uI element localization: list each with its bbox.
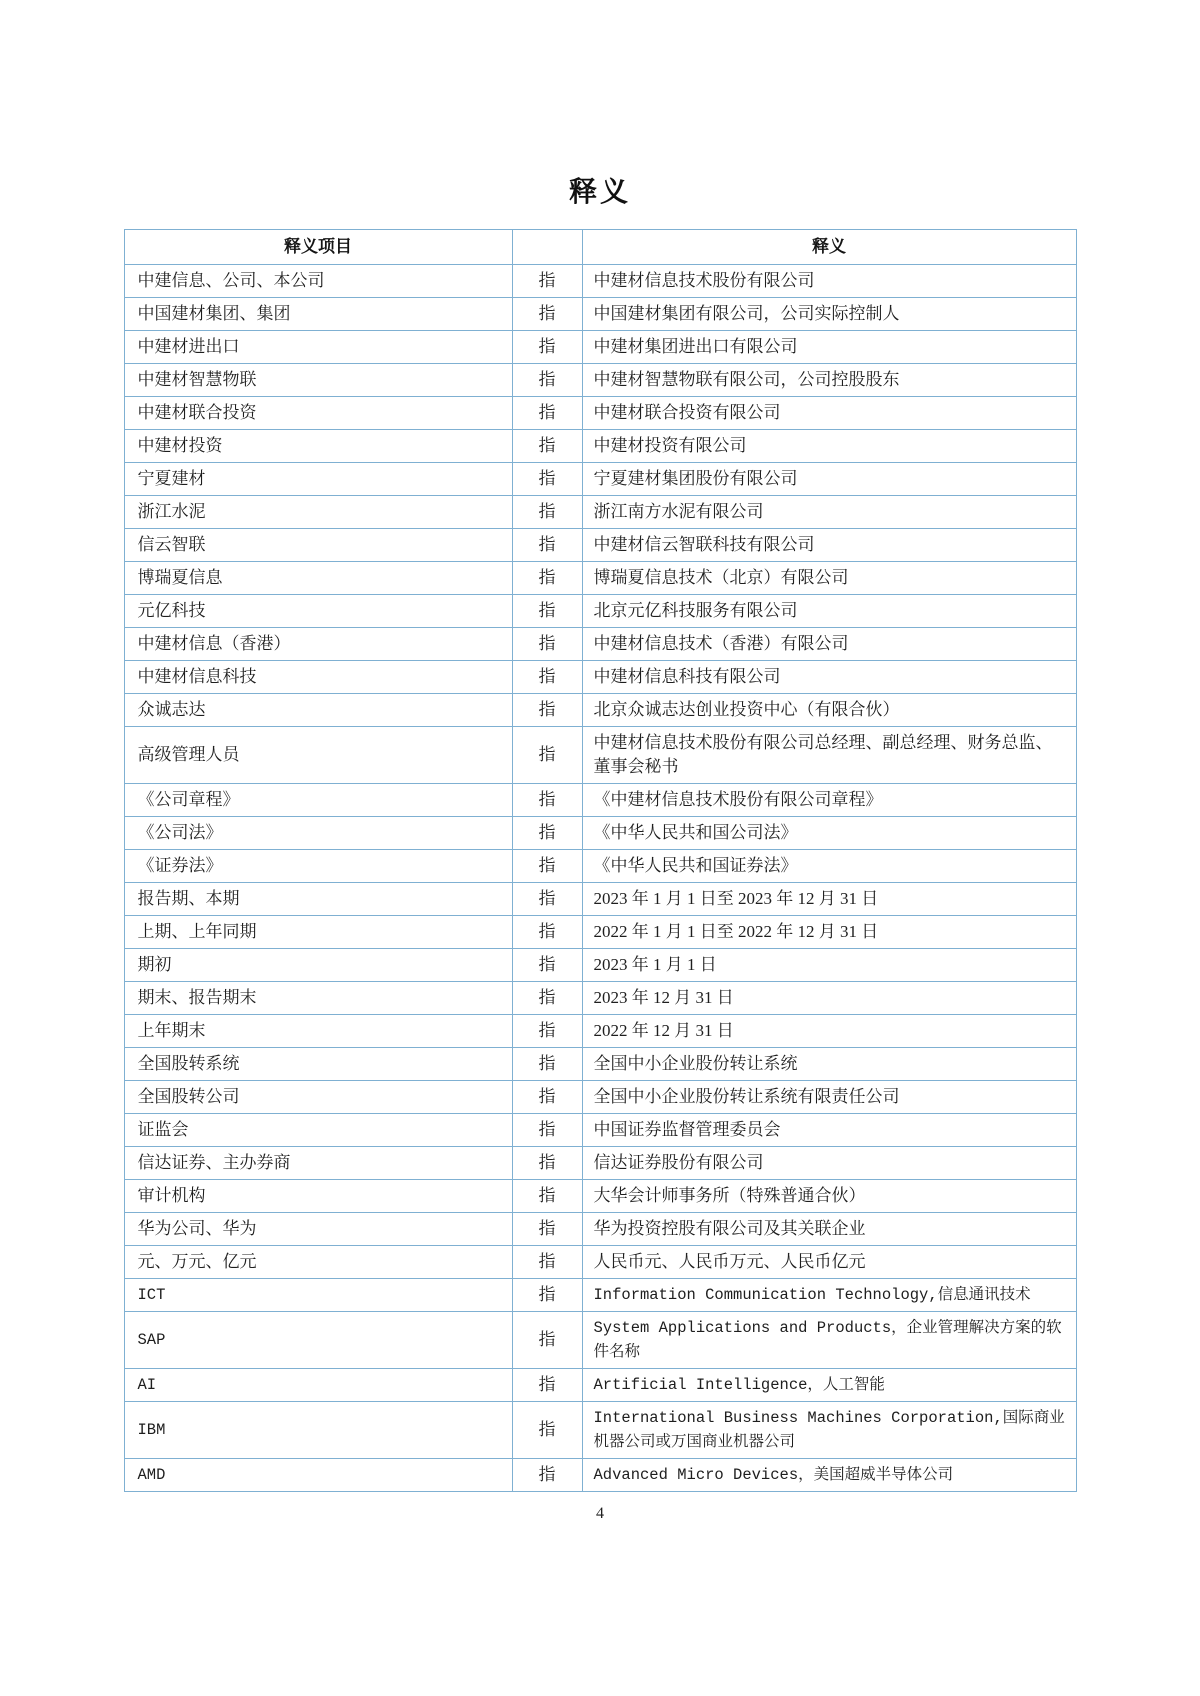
- table-row: [124, 1114, 1076, 1147]
- means-cell: 指: [512, 916, 582, 949]
- term-cell: 《公司法》: [124, 817, 512, 850]
- means-cell: 指: [512, 850, 582, 883]
- means-cell: 指: [512, 463, 582, 496]
- term-cell: 审计机构: [124, 1180, 512, 1213]
- table-row: [124, 430, 1076, 463]
- means-cell: 指: [512, 1180, 582, 1213]
- term-cell: 浙江水泥: [124, 496, 512, 529]
- means-cell: 指: [512, 784, 582, 817]
- table-row: [124, 1312, 1076, 1369]
- means-cell: 指: [512, 883, 582, 916]
- term-cell: 期初: [124, 949, 512, 982]
- term-cell: IBM: [124, 1402, 512, 1459]
- means-cell: 指: [512, 1114, 582, 1147]
- means-cell: 指: [512, 1048, 582, 1081]
- means-cell: 指: [512, 1015, 582, 1048]
- table-row: [124, 1213, 1076, 1246]
- term-cell: SAP: [124, 1312, 512, 1369]
- definition-cell: 2023 年 12 月 31 日: [582, 982, 1076, 1015]
- term-cell: 中建材联合投资: [124, 397, 512, 430]
- term-cell: 众诚志达: [124, 694, 512, 727]
- means-cell: 指: [512, 1279, 582, 1312]
- means-cell: 指: [512, 817, 582, 850]
- means-cell: 指: [512, 1402, 582, 1459]
- definition-cell: 2023 年 1 月 1 日: [582, 949, 1076, 982]
- means-cell: 指: [512, 1081, 582, 1114]
- term-cell: 中建材进出口: [124, 331, 512, 364]
- definition-cell: 中国建材集团有限公司，公司实际控制人: [582, 298, 1076, 331]
- table-row: [124, 661, 1076, 694]
- table-row: [124, 1279, 1076, 1312]
- means-cell: 指: [512, 1312, 582, 1369]
- term-cell: 元亿科技: [124, 595, 512, 628]
- table-row: [124, 1147, 1076, 1180]
- means-cell: 指: [512, 1246, 582, 1279]
- definition-cell: 2022 年 1 月 1 日至 2022 年 12 月 31 日: [582, 916, 1076, 949]
- means-cell: 指: [512, 661, 582, 694]
- definition-cell: 北京元亿科技服务有限公司: [582, 595, 1076, 628]
- means-cell: 指: [512, 949, 582, 982]
- definition-cell: 北京众诚志达创业投资中心（有限合伙）: [582, 694, 1076, 727]
- term-cell: 中建材智慧物联: [124, 364, 512, 397]
- definition-cell: 博瑞夏信息技术（北京）有限公司: [582, 562, 1076, 595]
- page-title: 释义: [568, 177, 631, 208]
- term-cell: 《证券法》: [124, 850, 512, 883]
- means-cell: 指: [512, 1147, 582, 1180]
- term-cell: 《公司章程》: [124, 784, 512, 817]
- means-cell: 指: [512, 595, 582, 628]
- table-row: [124, 1048, 1076, 1081]
- term-cell: 中建材信息（香港）: [124, 628, 512, 661]
- means-cell: 指: [512, 496, 582, 529]
- table-row: [124, 562, 1076, 595]
- page-number: 4: [596, 1505, 604, 1522]
- term-cell: 中建信息、公司、本公司: [124, 265, 512, 298]
- means-cell: 指: [512, 331, 582, 364]
- table-row: [124, 1246, 1076, 1279]
- table-row: [124, 694, 1076, 727]
- definition-cell: 人民币元、人民币万元、人民币亿元: [582, 1246, 1076, 1279]
- term-cell: 上期、上年同期: [124, 916, 512, 949]
- table-row: [124, 850, 1076, 883]
- definition-cell: 《中建材信息技术股份有限公司章程》: [582, 784, 1076, 817]
- term-cell: 全国股转系统: [124, 1048, 512, 1081]
- definition-cell: 中建材信息技术（香港）有限公司: [582, 628, 1076, 661]
- header-cell-means: [512, 230, 582, 265]
- table-row: [124, 1369, 1076, 1402]
- definition-cell: 中建材信息科技有限公司: [582, 661, 1076, 694]
- table-row: [124, 628, 1076, 661]
- table-row: [124, 982, 1076, 1015]
- definition-cell: 中建材投资有限公司: [582, 430, 1076, 463]
- table-row: [124, 529, 1076, 562]
- table-body: [124, 265, 1076, 1492]
- term-cell: 博瑞夏信息: [124, 562, 512, 595]
- term-cell: ICT: [124, 1279, 512, 1312]
- term-cell: 中建材投资: [124, 430, 512, 463]
- means-cell: 指: [512, 628, 582, 661]
- definition-cell: 华为投资控股有限公司及其关联企业: [582, 1213, 1076, 1246]
- table-row: [124, 496, 1076, 529]
- means-cell: 指: [512, 397, 582, 430]
- definition-cell: 中建材信息技术股份有限公司总经理、副总经理、财务总监、董事会秘书: [582, 727, 1076, 784]
- term-cell: 信达证券、主办券商: [124, 1147, 512, 1180]
- term-cell: 华为公司、华为: [124, 1213, 512, 1246]
- term-cell: AI: [124, 1369, 512, 1402]
- term-cell: 全国股转公司: [124, 1081, 512, 1114]
- means-cell: 指: [512, 265, 582, 298]
- definition-cell: 中建材信云智联科技有限公司: [582, 529, 1076, 562]
- definition-cell: 信达证券股份有限公司: [582, 1147, 1076, 1180]
- definition-cell: 中国证券监督管理委员会: [582, 1114, 1076, 1147]
- table-header-row: [124, 230, 1076, 265]
- table-row: [124, 883, 1076, 916]
- definition-cell: 宁夏建材集团股份有限公司: [582, 463, 1076, 496]
- definition-cell: 《中华人民共和国公司法》: [582, 817, 1076, 850]
- definition-cell: International Business Machines Corporation,国际商业机器公司或万国商业机器公司: [582, 1402, 1076, 1459]
- table-row: [124, 298, 1076, 331]
- table-row: [124, 331, 1076, 364]
- definition-cell: 中建材信息技术股份有限公司: [582, 265, 1076, 298]
- table-row: [124, 397, 1076, 430]
- term-cell: 宁夏建材: [124, 463, 512, 496]
- table-row: [124, 1459, 1076, 1492]
- means-cell: 指: [512, 529, 582, 562]
- table-row: [124, 784, 1076, 817]
- table-row: [124, 595, 1076, 628]
- definition-cell: Artificial Intelligence，人工智能: [582, 1369, 1076, 1402]
- definition-cell: 全国中小企业股份转让系统: [582, 1048, 1076, 1081]
- definition-cell: 中建材智慧物联有限公司，公司控股股东: [582, 364, 1076, 397]
- definition-cell: 《中华人民共和国证券法》: [582, 850, 1076, 883]
- definition-cell: Information Communication Technology,信息通讯技术: [582, 1279, 1076, 1312]
- table-row: [124, 1180, 1076, 1213]
- means-cell: 指: [512, 562, 582, 595]
- means-cell: 指: [512, 298, 582, 331]
- table-row: [124, 364, 1076, 397]
- means-cell: 指: [512, 1459, 582, 1492]
- definition-cell: 中建材集团进出口有限公司: [582, 331, 1076, 364]
- means-cell: 指: [512, 727, 582, 784]
- term-cell: 元、万元、亿元: [124, 1246, 512, 1279]
- table-row: [124, 463, 1076, 496]
- term-cell: 中国建材集团、集团: [124, 298, 512, 331]
- definition-cell: 浙江南方水泥有限公司: [582, 496, 1076, 529]
- definition-cell: 中建材联合投资有限公司: [582, 397, 1076, 430]
- term-cell: 期末、报告期末: [124, 982, 512, 1015]
- term-cell: 证监会: [124, 1114, 512, 1147]
- means-cell: 指: [512, 694, 582, 727]
- table-row: [124, 1015, 1076, 1048]
- means-cell: 指: [512, 1369, 582, 1402]
- definition-cell: 2022 年 12 月 31 日: [582, 1015, 1076, 1048]
- definition-cell: Advanced Micro Devices，美国超威半导体公司: [582, 1459, 1076, 1492]
- table-row: [124, 817, 1076, 850]
- term-cell: 上年期末: [124, 1015, 512, 1048]
- means-cell: 指: [512, 1213, 582, 1246]
- table-row: [124, 916, 1076, 949]
- term-cell: 高级管理人员: [124, 727, 512, 784]
- definition-cell: System Applications and Products，企业管理解决方案的软件名称: [582, 1312, 1076, 1369]
- definitions-table: [124, 229, 1077, 1492]
- header-cell-term: 释义项目: [124, 230, 512, 265]
- definition-cell: 全国中小企业股份转让系统有限责任公司: [582, 1081, 1076, 1114]
- table-row: [124, 727, 1076, 784]
- definition-cell: 2023 年 1 月 1 日至 2023 年 12 月 31 日: [582, 883, 1076, 916]
- means-cell: 指: [512, 982, 582, 1015]
- term-cell: 信云智联: [124, 529, 512, 562]
- means-cell: 指: [512, 430, 582, 463]
- term-cell: 中建材信息科技: [124, 661, 512, 694]
- table-row: [124, 1081, 1076, 1114]
- term-cell: AMD: [124, 1459, 512, 1492]
- table-row: [124, 1402, 1076, 1459]
- table-row: [124, 265, 1076, 298]
- means-cell: 指: [512, 364, 582, 397]
- term-cell: 报告期、本期: [124, 883, 512, 916]
- header-cell-definition: 释义: [582, 230, 1076, 265]
- definition-cell: 大华会计师事务所（特殊普通合伙）: [582, 1180, 1076, 1213]
- table-row: [124, 949, 1076, 982]
